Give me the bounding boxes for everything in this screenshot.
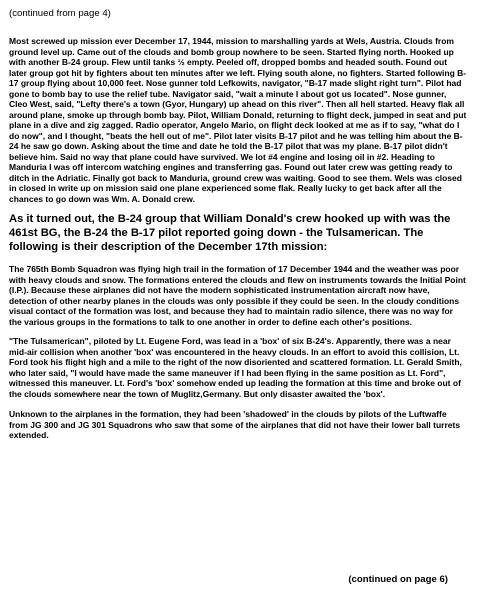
- luftwaffe-paragraph: Unknown to the airplanes in the formation, they had been 'shadowed' in the clouds by pilots of the Luftwaffe from JG 300 and JG 301 Squadrons who saw that some of the airplanes that did not have their lower ball turrets extended.: [9, 409, 461, 441]
- continued-on-note: (continued on page 6): [348, 574, 448, 585]
- continued-from-note: (continued from page 4): [9, 8, 111, 19]
- memoir-paragraph: Most screwed up mission ever December 17, 1944, mission to marshalling yards at Wels, Austria. Clouds from ground level up. Came out of the clouds and bomb group nowhere to be seen. Started flying north. Hooked up with another B-24 group. Flew until tanks ½ empty. Peeled off, dropped bombs and headed south. Found out later group got hit by fighters about ten minutes after we left. Flying south alone, no fighters. Started following B-17 group flying about 10,000 feet. Nose gunner told Lefkowits, navigator, "B-17 made slight right turn". Pilot had gone to bomb bay to use the relief tube. Navigator said, "wait a minute I about got us located". Nose gunner, Cleo West, said, "Lefty there's a town (Gyor, Hungary) up ahead on this river". Then all hell started. Heavy flak all around plane, smoke up through bomb bay. Pilot, William Donald, returning to flight deck, jumped in seat and put plane in a dive and zig zagged. Radio operator, Angelo Mario, on flight deck looked at me as if to say, "what do I do now", and I thought, "beats the hell out of me". Pilot later visits B-17 pilot and he was telling him about the B-24 he saw go down. Asking about the time and date he told the B-17 pilot that was my plane. B-17 pilot didn't believe him. Said no way that plane could have survived. We lot #4 engine and losing oil in #2. Heading to Manduria I was off intercom watching engines and transferring gas. Found out later crew was getting ready to ditch in the Adriatic. Finally got back to Manduria, ground crew was waiting. Good to see them. Wels was closed in closed in write up on mission said one plane experienced some flak. Really lucky to get back after all the chances to go down was Wm. A. Donald crew.: [9, 36, 467, 204]
- tulsamerican-paragraph: "The Tulsamerican", piloted by Lt. Eugene Ford, was lead in a 'box' of six B-24's. Apparently, there was a near mid-air collision when another 'box' was encountered in the heavy clouds. In an effort to avoid this collision, Lt. Ford took his flight high and a mile to the right of the now disoriented and scattered formation. Lt. Gerald Smith, who later said, "I would have made the same maneuver if I had been flying in the same position as Lt. Ford", witnessed this maneuver. Lt. Ford's 'box' somehow ended up leading the formation at this time and broke out of the clouds somewhere near the town of Muglitz,Germany. But only disaster awaited the 'box'.: [9, 336, 462, 399]
- mission-description-paragraph: The 765th Bomb Squadron was flying high trail in the formation of 17 December 1944 and the weather was poor with heavy clouds and snow. The formations entered the clouds and flew on instruments towards the Initial Point (I.P.). Because these airplanes did not have the modern sophisticated instrumentation aircraft now have, detection of other nearby planes in the clouds was only possible if they could be seen. In the cloudy conditions visual contact of the formation was lost, and because they had to maintain radio silence, there was no way for the various groups in the formations to talk to one another in order to define each other's positions.: [9, 264, 466, 327]
- lead-paragraph: As it turned out, the B-24 group that William Donald's crew hooked up with was the 461st BG, the B-24 the B-17 pilot reported going down - the Tulsamerican. The following is their description of the December 17th mission:: [9, 213, 451, 253]
